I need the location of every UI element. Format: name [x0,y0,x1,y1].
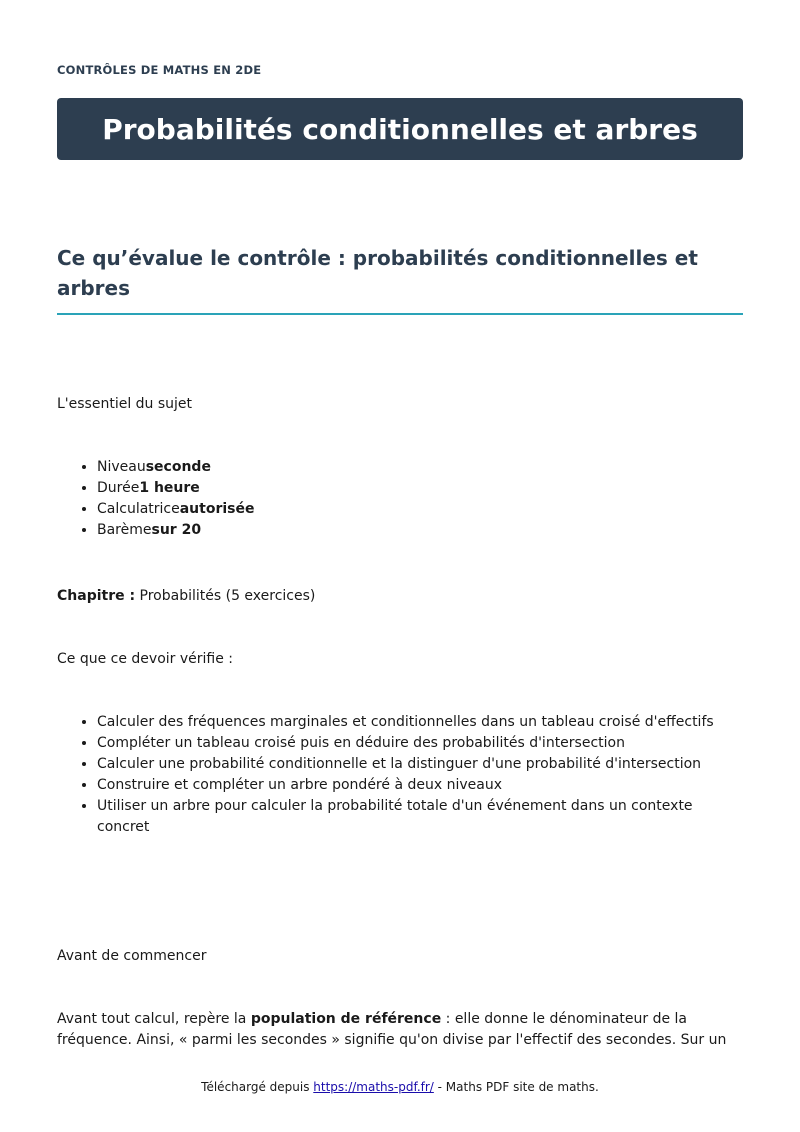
fact-value: sur 20 [151,522,202,538]
page-title: Probabilités conditionnelles et arbres [102,112,698,146]
fact-value: seconde [145,459,211,475]
list-item: • Compléter un tableau croisé puis en déduire des probabilités d'intersection [97,733,743,754]
list-item: • Utiliser un arbre pour calculer la probabilité totale d'un événement dans un contexte concret [97,796,743,838]
fact-item-bareme [97,520,255,541]
fact-key: Calculatrice [97,501,180,517]
fact-item-duree [97,478,255,499]
paragraph-text: : elle donne le dénominateur de la fréquence. Ainsi, « parmi les secondes » signifie qu'on divise par l'effectif des secondes. Sur un [57,1011,727,1048]
essentiel-heading: L'essentiel du sujet [57,396,193,412]
facts-list [57,457,255,541]
avant-paragraph [57,1009,743,1051]
fact-key: Durée [97,480,140,496]
skills-list [57,712,743,838]
list-item: • Construire et compléter un arbre pondéré à deux niveaux [97,775,743,796]
fact-key: Niveau [97,459,146,475]
fact-item-calculatrice [97,499,255,520]
fact-value: 1 heure [139,480,200,496]
chapitre-value: Probabilités (5 exercices) [135,588,316,604]
fact-item-niveau [97,457,255,478]
fact-key: Barème [97,522,152,538]
chapitre-line [57,586,315,607]
chapitre-label: Chapitre : [57,588,136,604]
series-kicker: CONTRÔLES DE MATHS EN 2DE [57,63,262,77]
footer-suffix: - Maths PDF site de maths. [433,1080,599,1094]
page-footer [0,1080,800,1094]
section-title: Ce qu’évalue le contrôle : probabilités conditionnelles et arbres [57,243,743,315]
verifie-heading: Ce que ce devoir vérifie : [57,651,234,667]
footer-prefix: Téléchargé depuis [201,1080,314,1094]
avant-heading: Avant de commencer [57,948,207,964]
paragraph-emphasis: population de référence [250,1011,442,1027]
list-item: • Calculer des fréquences marginales et conditionnelles dans un tableau croisé d'effectifs [97,712,743,733]
paragraph-text: Avant tout calcul, repère la [57,1011,251,1027]
list-item: • Calculer une probabilité conditionnelle et la distinguer d'une probabilité d'intersection [97,754,743,775]
title-banner [57,98,743,160]
footer-link[interactable]: https://maths-pdf.fr/ [313,1080,434,1094]
fact-value: autorisée [179,501,255,517]
